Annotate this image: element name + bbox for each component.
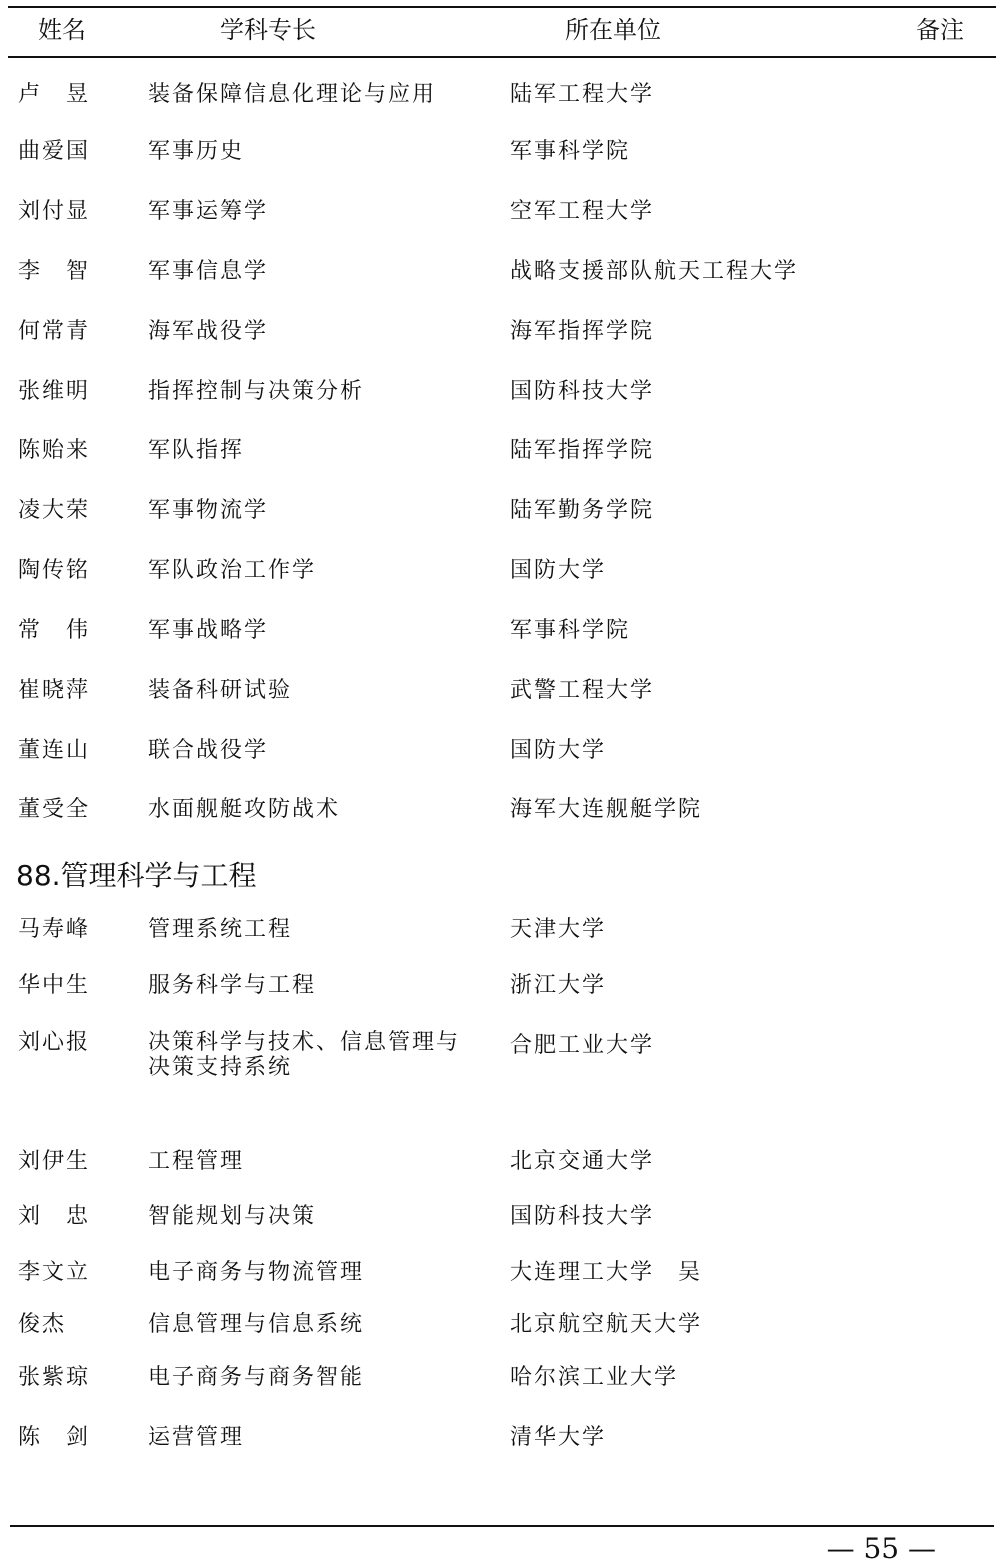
cell-unit: 军事科学院 [510, 618, 631, 643]
cell-name: 俊杰 [18, 1312, 67, 1337]
cell-specialty: 管理系统工程 [148, 917, 293, 942]
header-bottom-rule [8, 56, 996, 58]
cell-name: 崔晓萍 [18, 678, 91, 703]
cell-unit: 国防科技大学 [510, 379, 655, 404]
cell-unit: 浙江大学 [510, 973, 607, 998]
cell-unit: 国防大学 [510, 738, 607, 763]
cell-specialty: 军事战略学 [148, 618, 269, 643]
cell-specialty: 服务科学与工程 [148, 973, 317, 998]
cell-name: 刘 忠 [18, 1204, 91, 1229]
cell-specialty: 装备保障信息化理论与应用 [148, 82, 437, 107]
cell-specialty: 指挥控制与决策分析 [148, 379, 365, 404]
cell-specialty: 决策科学与技术、信息管理与决策支持系统 [148, 1030, 461, 1080]
cell-unit: 陆军工程大学 [510, 82, 655, 107]
cell-unit: 空军工程大学 [510, 199, 655, 224]
cell-specialty: 联合战役学 [148, 738, 269, 763]
cell-specialty: 军事信息学 [148, 259, 269, 284]
cell-name: 刘伊生 [18, 1149, 91, 1174]
cell-name: 常 伟 [18, 618, 91, 643]
cell-name: 陈 剑 [18, 1425, 91, 1450]
header-top-rule [8, 6, 996, 8]
cell-name: 凌大荣 [18, 498, 91, 523]
cell-unit: 战略支援部队航天工程大学 [510, 259, 799, 284]
cell-specialty: 军事历史 [148, 139, 245, 164]
cell-name: 曲爱国 [18, 139, 91, 164]
cell-name: 何常青 [18, 319, 91, 344]
cell-unit: 国防科技大学 [510, 1204, 655, 1229]
footer-rule [10, 1525, 994, 1527]
cell-name: 陈贻来 [18, 438, 91, 463]
page-number: — 55 — [826, 1532, 936, 1565]
cell-name: 董受全 [18, 797, 91, 822]
cell-unit: 海军指挥学院 [510, 319, 655, 344]
cell-name: 马寿峰 [18, 917, 91, 942]
cell-specialty: 军事物流学 [148, 498, 269, 523]
cell-specialty: 智能规划与决策 [148, 1204, 317, 1229]
header-unit: 所在单位 [565, 16, 661, 44]
cell-name: 董连山 [18, 738, 91, 763]
header-specialty: 学科专长 [220, 16, 316, 44]
cell-specialty: 工程管理 [148, 1149, 245, 1174]
cell-unit: 陆军指挥学院 [510, 438, 655, 463]
cell-specialty: 电子商务与物流管理 [148, 1260, 365, 1285]
cell-unit: 陆军勤务学院 [510, 498, 655, 523]
cell-name: 华中生 [18, 973, 91, 998]
header-note: 备注 [916, 16, 964, 44]
cell-name: 刘心报 [18, 1030, 91, 1055]
cell-unit: 清华大学 [510, 1425, 607, 1450]
cell-specialty: 军事运筹学 [148, 199, 269, 224]
cell-unit: 合肥工业大学 [510, 1033, 655, 1058]
cell-name: 李文立 [18, 1260, 91, 1285]
cell-unit: 北京交通大学 [510, 1149, 655, 1174]
cell-specialty: 运营管理 [148, 1425, 245, 1450]
cell-specialty: 信息管理与信息系统 [148, 1312, 365, 1337]
cell-unit: 大连理工大学 吴 [510, 1260, 703, 1285]
cell-name: 李 智 [18, 259, 91, 284]
cell-specialty: 军队政治工作学 [148, 558, 317, 583]
cell-unit: 哈尔滨工业大学 [510, 1365, 679, 1390]
cell-specialty: 水面舰艇攻防战术 [148, 797, 341, 822]
cell-name: 卢 昱 [18, 82, 91, 107]
cell-unit: 国防大学 [510, 558, 607, 583]
cell-name: 张紫琼 [18, 1365, 91, 1390]
cell-unit: 军事科学院 [510, 139, 631, 164]
cell-specialty: 海军战役学 [148, 319, 269, 344]
cell-unit: 北京航空航天大学 [510, 1312, 703, 1337]
cell-unit: 天津大学 [510, 917, 607, 942]
cell-specialty: 军队指挥 [148, 438, 245, 463]
cell-name: 张维明 [18, 379, 91, 404]
cell-unit: 武警工程大学 [510, 678, 655, 703]
section-title: 88.管理科学与工程 [16, 859, 257, 892]
cell-specialty: 电子商务与商务智能 [148, 1365, 365, 1390]
header-name: 姓名 [38, 16, 86, 44]
cell-name: 刘付显 [18, 199, 91, 224]
cell-specialty: 装备科研试验 [148, 678, 293, 703]
cell-unit: 海军大连舰艇学院 [510, 797, 703, 822]
cell-name: 陶传铭 [18, 558, 91, 583]
